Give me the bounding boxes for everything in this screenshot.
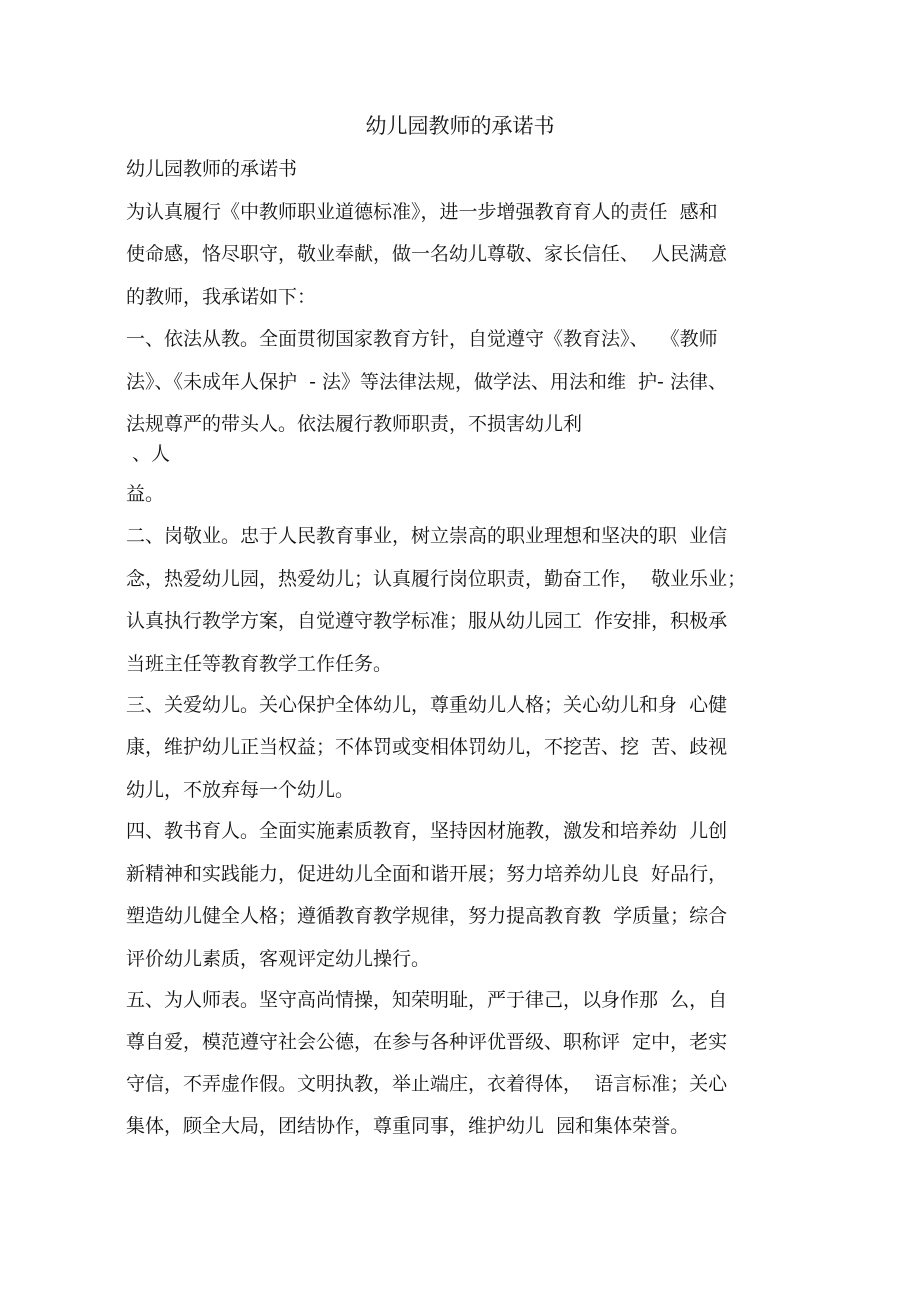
document-title: 幼儿园教师的承诺书 (365, 114, 555, 138)
text-line: 的教师，我承诺如下： (126, 286, 317, 308)
text-line: 康，维护幼儿正当权益；不体罚或变相体罚幼儿，不挖苦、挖 苦、歧视 (126, 736, 728, 758)
text-line: 法规尊严的带头人。依法履行教师职责，不损害幼儿利 (126, 413, 583, 435)
text-line: 五、为人师表。坚守高尚情操，知荣明耻，严于律己，以身作那 么，自 (126, 989, 728, 1011)
text-line: 尊自爱，模范遵守社会公德，在参与各种评优晋级、职称评 定中，老实 (126, 1031, 728, 1053)
text-line: 守信，不弄虚作假。文明执教，举止端庄，衣着得体， 语言标准；关心 (126, 1073, 728, 1095)
text-line: 二、岗敬业。忠于人民教育事业，树立崇高的职业理想和坚决的职 业信 (126, 525, 728, 547)
text-line: 法》、《未成年人保护 - 法》等法律法规，做学法、用法和维 护- 法律、 (126, 371, 727, 393)
text-line: 集体，顾全大局，团结协作，尊重同事，维护幼儿 园和集体荣誉。 (126, 1115, 690, 1137)
text-line: 新精神和实践能力，促进幼儿全面和谐开展；努力培养幼儿良 好品行， (126, 863, 728, 885)
text-line: 幼儿，不放弃每一个幼儿。 (126, 779, 355, 801)
text-line: 评价幼儿素质，客观评定幼儿操行。 (126, 948, 431, 970)
text-line: 当班主任等教育教学工作任务。 (126, 653, 393, 675)
subtitle-line: 幼儿园教师的承诺书 (126, 158, 298, 180)
text-line: 认真执行教学方案，自觉遵守教学标准；服从幼儿园工 作安排，积极承 (126, 610, 728, 632)
text-line: 四、教书育人。全面实施素质教育，坚持因材施教，激发和培养幼 儿创 (126, 820, 728, 842)
text-line: 为认真履行《中教师职业道德标准》，进一步增强教育育人的责任 感和 (126, 201, 718, 223)
text-line: 三、关爱幼儿。关心保护全体幼儿，尊重幼儿人格；关心幼儿和身 心健 (126, 694, 728, 716)
text-line: 益。 (126, 483, 165, 505)
text-line: 一、依法从教。全面贯彻国家教育方针，自觉遵守《教育法》、 《教师 (126, 328, 718, 350)
text-line: 念，热爱幼儿园，热爱幼儿；认真履行岗位职责，勤奋工作， 敬业乐业； (126, 568, 747, 590)
text-line: 、人 (126, 443, 171, 465)
text-line: 塑造幼儿健全人格；遵循教育教学规律，努力提高教育教 学质量；综合 (126, 905, 728, 927)
text-line: 使命感，恪尽职守，敬业奉献，做一名幼儿尊敬、家长信任、 人民满意 (126, 243, 728, 265)
